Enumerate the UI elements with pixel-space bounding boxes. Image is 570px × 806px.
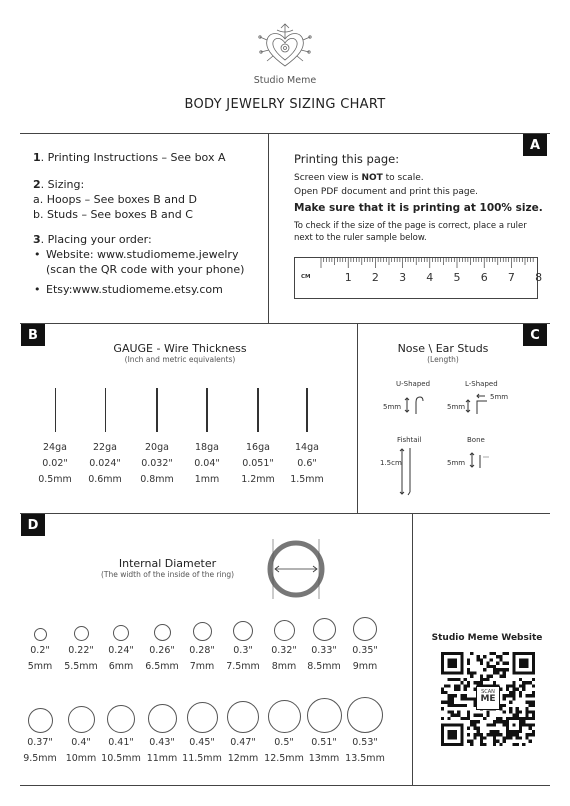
ring-inch: 0.51" <box>311 737 337 748</box>
ring-circle <box>233 621 253 641</box>
ring-diameter-icon <box>264 537 328 601</box>
ornate-heart-mandala-icon <box>257 20 313 72</box>
gauge-ga: 24ga <box>43 442 67 453</box>
u-shaped-stud-icon <box>404 392 430 418</box>
ring-inch: 0.32" <box>271 645 297 656</box>
ring-circle <box>193 622 212 641</box>
ring-circle <box>107 705 135 733</box>
ruler-number: 2 <box>371 271 379 284</box>
box-a-line1: Screen view is NOT to scale. <box>294 173 424 183</box>
gauge-wire <box>206 388 207 432</box>
ruler-number: 1 <box>344 271 352 284</box>
bone-length: 5mm <box>447 459 466 467</box>
fishtail-label: Fishtail <box>397 436 422 444</box>
ring-inch: 0.4" <box>71 737 91 748</box>
ring-circle <box>34 628 47 641</box>
gauge-column <box>182 388 232 485</box>
instruction-step3: 3. Placing your order: <box>33 233 152 247</box>
gauge-mm: 0.6mm <box>88 474 122 485</box>
instruction-step1: 1. Printing Instructions – See box A <box>33 151 226 164</box>
qr-label: Studio Meme Website <box>431 633 543 643</box>
l-shaped-length: 5mm <box>447 403 466 411</box>
gauge-ga: 14ga <box>295 442 319 453</box>
ring-circle <box>187 702 218 733</box>
badge-a: A <box>523 134 547 156</box>
gauge-column <box>80 388 130 485</box>
gauge-ga: 22ga <box>93 442 117 453</box>
ring-inch: 0.5" <box>274 737 294 748</box>
ring-inch: 0.37" <box>27 737 53 748</box>
divider-bottom <box>20 785 550 786</box>
ring-circle <box>268 700 301 733</box>
ring-inch: 0.2" <box>30 645 50 656</box>
ring-inch: 0.41" <box>108 737 134 748</box>
instruction-step2: 2. Sizing: <box>33 177 85 191</box>
fishtail-stud-icon <box>398 446 416 496</box>
ring-mm: 10mm <box>65 753 97 764</box>
ring-circle <box>28 708 53 733</box>
gauge-wire <box>257 388 259 432</box>
brand-name: Studio Meme <box>253 75 317 86</box>
ring-inch: 0.28" <box>189 645 215 656</box>
instruction-step2a: a. Hoops – See boxes B and D <box>33 192 197 206</box>
brand-logo <box>257 20 313 72</box>
gauge-column <box>132 388 182 485</box>
ring-mm: 11.5mm <box>182 753 222 764</box>
ruler-number: 6 <box>480 271 488 284</box>
ring-circle <box>113 625 129 641</box>
gauge-column <box>30 388 80 485</box>
ruler-number: 8 <box>535 271 543 284</box>
instructions <box>33 151 263 298</box>
ring-mm: 10.5mm <box>101 753 141 764</box>
page-title: BODY JEWELRY SIZING CHART <box>184 97 386 112</box>
ring-mm: 13.5mm <box>345 753 385 764</box>
ring-circle <box>148 704 177 733</box>
ring-mm: 7.5mm <box>226 661 260 672</box>
diameter-subtitle: (The width of the inside of the ring) <box>100 570 235 579</box>
website-line: • Website: www.studiomeme.jewelry <box>46 248 263 263</box>
ring-mm: 8.5mm <box>307 661 341 672</box>
gauge-column <box>282 388 332 485</box>
badge-d: D <box>21 514 45 536</box>
ring-circle <box>274 620 295 641</box>
ruler-number: 5 <box>453 271 461 284</box>
ring-inch: 0.53" <box>352 737 378 748</box>
divider-d <box>412 513 413 785</box>
u-shaped-length: 5mm <box>383 403 402 411</box>
box-a-line2: Open PDF document and print this page. <box>294 187 478 197</box>
l-shaped-label: L-Shaped <box>465 380 498 388</box>
ruler <box>294 257 543 299</box>
ring-mm: 11mm <box>146 753 178 764</box>
ring-circle <box>353 617 377 641</box>
studs-title: Nose \ Ear Studs <box>397 342 489 355</box>
badge-b: B <box>21 324 45 346</box>
gauge-inch: 0.051" <box>242 458 274 469</box>
instruction-step2b: b. Studs – See boxes B and C <box>33 207 193 221</box>
ring-inch: 0.22" <box>68 645 94 656</box>
ring-mm: 13mm <box>308 753 340 764</box>
ruler-number: 4 <box>426 271 434 284</box>
gauge-mm: 0.5mm <box>38 474 72 485</box>
ring-inch: 0.47" <box>230 737 256 748</box>
qr-scan-badge: SCAN ME <box>476 686 500 710</box>
gauge-ga: 16ga <box>246 442 270 453</box>
divider-mid2 <box>20 513 550 514</box>
divider-a <box>268 133 269 323</box>
ring-circle <box>154 624 171 641</box>
ring-circle <box>347 697 383 733</box>
ring-mm: 12.5mm <box>264 753 304 764</box>
box-a-content <box>294 152 549 243</box>
gauge-wire <box>55 388 56 432</box>
gauge-column <box>233 388 283 485</box>
etsy-line: • Etsy:www.studiomeme.etsy.com <box>46 283 263 298</box>
ring-mm: 8mm <box>271 661 297 672</box>
gauge-ga: 18ga <box>195 442 219 453</box>
gauge-wire <box>156 388 157 432</box>
ring-mm: 5.5mm <box>64 661 98 672</box>
box-a-check2: next to the ruler sample below. <box>294 233 427 243</box>
gauge-mm: 1.5mm <box>290 474 324 485</box>
bone-stud-icon <box>469 447 495 473</box>
ruler-unit: CM <box>301 274 311 280</box>
gauge-inch: 0.04" <box>194 458 220 469</box>
ring-mm: 5mm <box>27 661 53 672</box>
box-a-bold-line: Make sure that it is printing at 100% size. <box>294 202 543 214</box>
u-shaped-label: U-Shaped <box>396 380 431 388</box>
ring-circle <box>313 618 336 641</box>
ring-inch: 0.35" <box>352 645 378 656</box>
website-note: (scan the QR code with your phone) <box>46 263 245 277</box>
ring-mm: 9mm <box>352 661 378 672</box>
box-a-heading: Printing this page: <box>294 152 400 166</box>
bone-label: Bone <box>467 436 485 444</box>
ring-mm: 6.5mm <box>145 661 179 672</box>
ring-inch: 0.26" <box>149 645 175 656</box>
ring-mm: 9.5mm <box>23 753 57 764</box>
ring-circle <box>68 706 95 733</box>
ring-circle <box>74 626 89 641</box>
ring-inch: 0.33" <box>311 645 337 656</box>
divider-mid1 <box>20 323 550 324</box>
gauge-inch: 0.02" <box>42 458 68 469</box>
gauge-inch: 0.6" <box>297 458 317 469</box>
l-shaped-top-length: 5mm <box>490 393 509 401</box>
ring-circle <box>227 701 259 733</box>
ring-inch: 0.43" <box>149 737 175 748</box>
diameter-title: Internal Diameter <box>118 557 217 570</box>
gauge-mm: 1.2mm <box>241 474 275 485</box>
gauge-inch: 0.024" <box>89 458 121 469</box>
box-a-check1: To check if the size of the page is correct, place a ruler <box>294 221 527 231</box>
gauge-mm: 1mm <box>194 474 220 485</box>
gauge-subtitle: (Inch and metric equivalents) <box>124 355 236 364</box>
gauge-wire <box>306 388 308 432</box>
gauge-ga: 20ga <box>145 442 169 453</box>
ruler-number: 3 <box>399 271 407 284</box>
ruler-number: 7 <box>507 271 515 284</box>
gauge-inch: 0.032" <box>141 458 173 469</box>
ring-mm: 7mm <box>189 661 215 672</box>
studs-subtitle: (Length) <box>427 355 459 364</box>
ring-circle <box>307 698 342 733</box>
fishtail-length: 1.5cm <box>380 459 402 467</box>
ring-inch: 0.45" <box>189 737 215 748</box>
qr-code[interactable] <box>441 652 535 746</box>
gauge-mm: 0.8mm <box>140 474 174 485</box>
ring-inch: 0.3" <box>233 645 253 656</box>
l-shaped-stud-icon <box>465 392 491 418</box>
gauge-wire <box>105 388 106 432</box>
divider-top <box>20 133 550 134</box>
ring-mm: 6mm <box>108 661 134 672</box>
ring-inch: 0.24" <box>108 645 134 656</box>
gauge-title: GAUGE - Wire Thickness <box>113 342 247 355</box>
badge-c: C <box>523 324 547 346</box>
ring-mm: 12mm <box>227 753 259 764</box>
